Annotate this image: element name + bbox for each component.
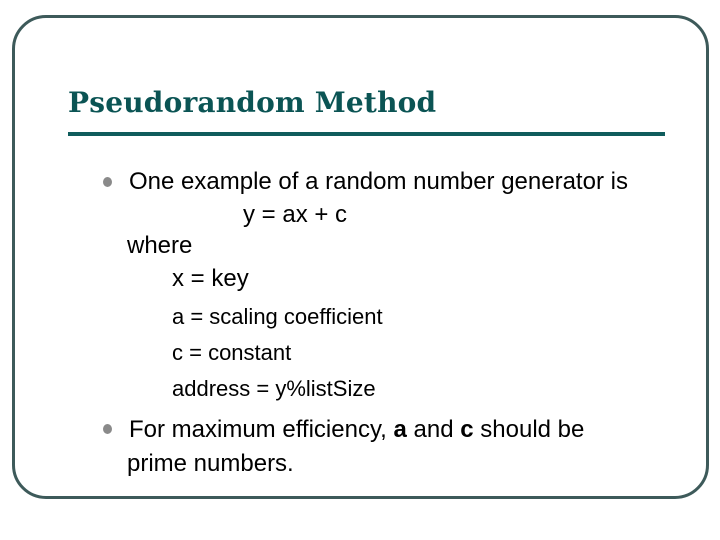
slide-title: Pseudorandom Method	[68, 86, 437, 119]
definition-c: c = constant	[172, 340, 292, 365]
efficiency-suffix: should be	[473, 416, 585, 443]
prime-numbers-text: prime numbers.	[127, 450, 294, 477]
where-text: where	[127, 232, 193, 259]
definition-a: a = scaling coefficient	[172, 304, 383, 329]
bullet-efficiency-text	[129, 416, 584, 444]
bullet-intro-text: One example of a random number generator is	[129, 168, 628, 195]
bold-a: a	[393, 416, 407, 443]
bullet-dot-icon	[103, 177, 112, 187]
bold-c: c	[460, 416, 474, 443]
definition-x: x = key	[172, 265, 249, 292]
title-underline	[68, 132, 665, 136]
equation-text: y = ax + c	[243, 201, 348, 228]
bullet-dot-icon	[103, 424, 112, 434]
efficiency-prefix: For maximum efficiency,	[129, 416, 394, 443]
efficiency-middle: and	[406, 416, 461, 443]
definition-address: address = y%listSize	[172, 376, 376, 401]
